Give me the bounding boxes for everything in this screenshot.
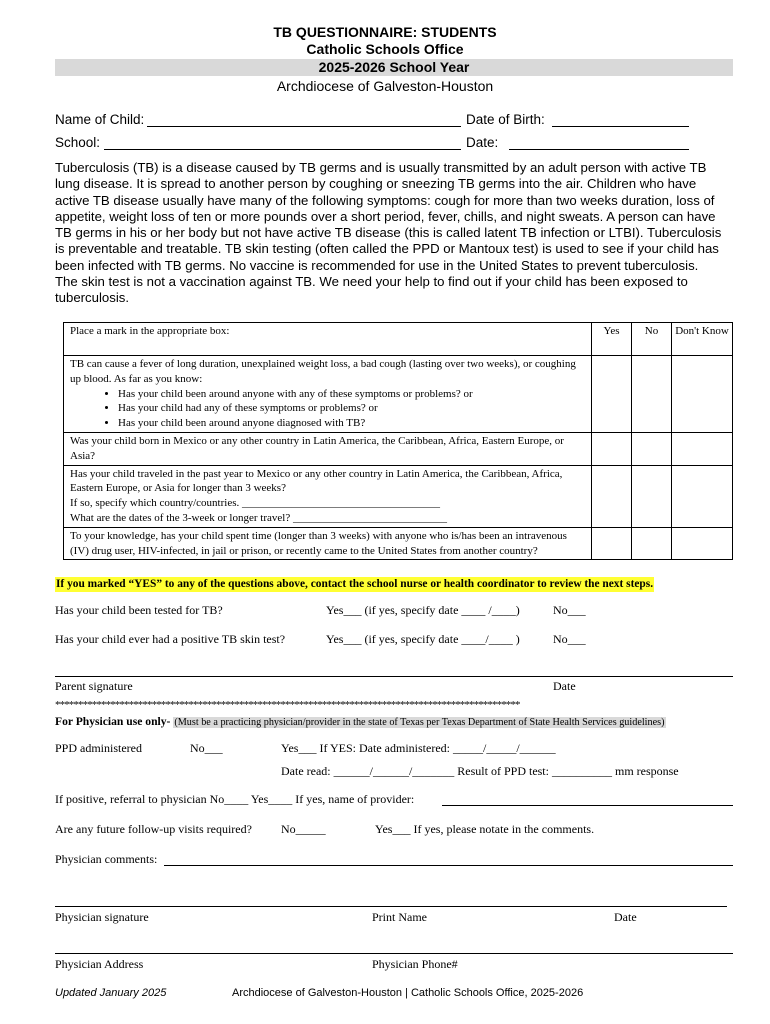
parent-signature-label: Parent signature — [55, 679, 133, 693]
notice-highlight: If you marked “YES” to any of the questions above, contact the school nurse or health coordinator to review the next steps. — [56, 578, 654, 590]
answer-yes-box[interactable] — [592, 527, 632, 560]
answer-yes-box[interactable] — [592, 356, 632, 433]
tested-question: Has your child been tested for TB? — [55, 603, 223, 617]
question-1-bullet: • Has your child had any of these symptoms or problems? or — [118, 401, 585, 416]
table-row — [64, 527, 733, 560]
referral-question: If positive, referral to physician No____ Yes____ If yes, name of provider: — [55, 792, 415, 806]
col-dont-know-header: Don't Know — [672, 323, 733, 356]
ppd-administered-label: PPD administered — [55, 741, 142, 755]
followup-yes-option[interactable]: Yes___ If yes, please notate in the comments. — [375, 822, 595, 836]
physician-section-heading — [55, 715, 666, 728]
question-1-intro: TB can cause a fever of long duration, unexplained weight loss, a bad cough (lasting over two weeks), or coughing up blood. As far as you know: — [70, 358, 576, 385]
ppd-yes-option[interactable]: Yes___ If YES: Date administered: _____/_____/______ — [281, 741, 556, 755]
office-name: Catholic Schools Office — [306, 41, 464, 57]
answer-dont-know-box[interactable] — [672, 356, 733, 433]
questionnaire-table — [63, 322, 733, 560]
footer-organization: Archdiocese of Galveston-Houston | Catholic Schools Office, 2025-2026 — [232, 987, 584, 999]
parent-date-label: Date — [553, 679, 576, 693]
positive-no-option[interactable]: No___ — [553, 632, 586, 646]
question-2: Was your child born in Mexico or any other country in Latin America, the Caribbean, Africa, Eastern Europe, or Asia? — [64, 432, 592, 465]
answer-no-box[interactable] — [632, 356, 672, 433]
school-field[interactable] — [104, 149, 461, 150]
physician-phone-label: Physician Phone# — [372, 957, 458, 971]
answer-yes-box[interactable] — [592, 432, 632, 465]
col-yes-header: Yes — [592, 323, 632, 356]
answer-no-box[interactable] — [632, 465, 672, 527]
dob-field[interactable] — [552, 126, 689, 127]
date-label: Date: — [466, 135, 499, 150]
table-row — [64, 356, 733, 433]
print-name-label: Print Name — [372, 910, 427, 924]
answer-yes-box[interactable] — [592, 465, 632, 527]
physician-requirement-note: (Must be a practicing physician/provider in the state of Texas per Texas Department of State Health Services guidelines) — [174, 717, 665, 728]
child-name-label: Name of Child: — [55, 112, 145, 127]
answer-no-box[interactable] — [632, 432, 672, 465]
physician-address-label: Physician Address — [55, 957, 144, 971]
positive-yes-option[interactable]: Yes___ (if yes, specify date ____/____ ) — [326, 632, 520, 646]
tested-yes-option[interactable]: Yes___ (if yes, specify date ____ /____) — [326, 603, 520, 617]
question-1-bullet: • Has your child been around anyone with any of these symptoms or problems? or — [118, 387, 585, 402]
physician-comments-field[interactable] — [164, 865, 733, 866]
date-field[interactable] — [509, 149, 689, 150]
physician-address-line[interactable] — [55, 953, 733, 954]
ppd-date-read[interactable]: Date read: ______/______/_______ Result of PPD test: __________ mm response — [281, 764, 679, 778]
question-3-text: Has your child traveled in the past year to Mexico or any other country in Latin America, the Caribbean, Africa, Eastern Europe, or Asia for longer than 3 weeks? — [70, 467, 563, 495]
followup-no-option[interactable]: No_____ — [281, 822, 326, 836]
school-year-banner: 2025-2026 School Year — [55, 59, 733, 76]
positive-test-question: Has your child ever had a positive TB skin test? — [55, 632, 286, 646]
provider-name-field[interactable] — [442, 805, 733, 806]
divider-stars: ***************************************************************************************************** — [55, 699, 520, 711]
answer-dont-know-box[interactable] — [672, 432, 733, 465]
table-row — [64, 432, 733, 465]
physician-date-label: Date — [614, 910, 637, 924]
table-header-row — [64, 323, 733, 356]
answer-dont-know-box[interactable] — [672, 527, 733, 560]
physician-signature-label: Physician signature — [55, 910, 149, 924]
question-4: To your knowledge, has your child spent time (longer than 3 weeks) with anyone who is/has been an intravenous (IV) drug user, HIV-infected, in jail or prison, or recently came to the United States from another country? — [64, 527, 592, 560]
question-3-countries: If so, specify which country/countries. ____________________________________ — [70, 497, 440, 510]
question-1 — [64, 356, 592, 433]
school-label: School: — [55, 135, 101, 150]
question-3-dates: What are the dates of the 3-week or longer travel? ____________________________ — [70, 511, 447, 524]
col-no-header: No — [632, 323, 672, 356]
question-3 — [64, 465, 592, 527]
child-name-field[interactable] — [147, 126, 461, 127]
answer-no-box[interactable] — [632, 527, 672, 560]
form-title: TB QUESTIONNAIRE: STUDENTS — [273, 24, 497, 40]
followup-question: Are any future follow-up visits required? — [55, 822, 252, 836]
tested-no-option[interactable]: No___ — [553, 603, 586, 617]
diocese-name: Archdiocese of Galveston-Houston — [276, 78, 494, 94]
footer-updated: Updated January 2025 — [55, 987, 167, 999]
question-1-bullet: • Has your child been around anyone diagnosed with TB? — [118, 416, 585, 431]
parent-signature-line[interactable] — [55, 676, 733, 677]
physician-comments-label: Physician comments: — [55, 852, 158, 866]
dob-label: Date of Birth: — [466, 112, 545, 127]
physician-use-only-label: For Physician use only- — [55, 715, 171, 728]
physician-signature-line[interactable] — [55, 906, 727, 907]
answer-dont-know-box[interactable] — [672, 465, 733, 527]
intro-paragraph: Tuberculosis (TB) is a disease caused by TB germs and is usually transmitted by an adult person with active TB lung disease. It is spread to another person by coughing or sneezing TB germs into the air. Children who have active TB disease usually have many of the following symptoms: cough for more than two weeks duration, loss of appetite, weight loss of ten or more pounds over a short period, fever, chills, and night sweats. A person can have TB germs in his or her body but not have active TB disease (this is called latent TB infection or LTBI). Tuberculosis is preventable and treatable. TB skin testing (often called the PPD or Mantoux test) is used to see if your child has been infected with TB germs. No vaccine is recommended for use in the United States to prevent tuberculosis. The skin test is not a vaccination against TB. We need your help to find out if your child has been exposed to tuberculosis. — [55, 160, 722, 306]
ppd-no-option[interactable]: No___ — [190, 741, 223, 755]
table-instruction: Place a mark in the appropriate box: — [64, 323, 592, 356]
table-row — [64, 465, 733, 527]
